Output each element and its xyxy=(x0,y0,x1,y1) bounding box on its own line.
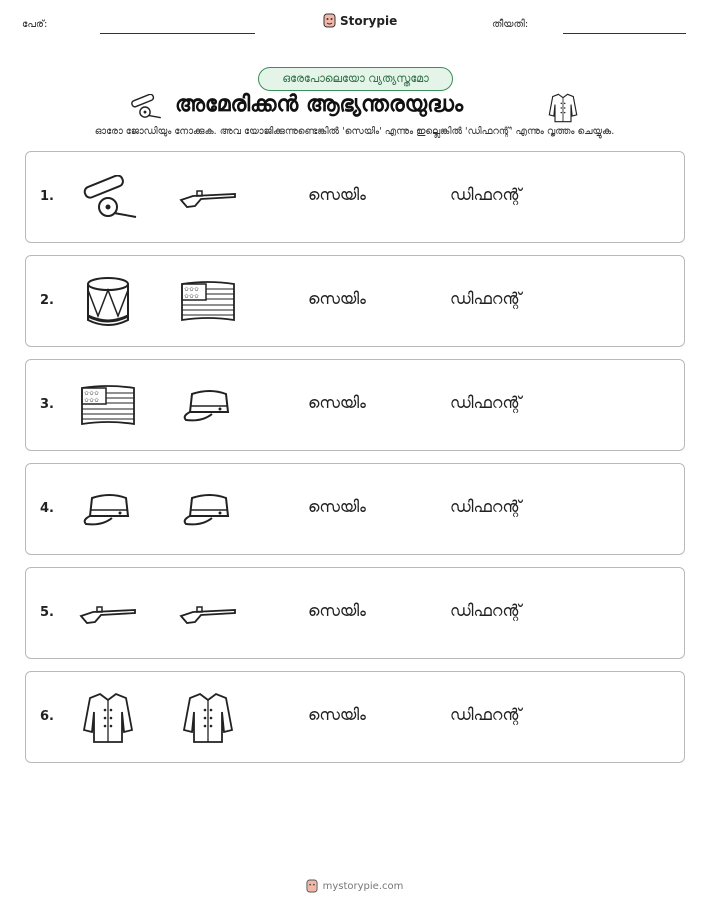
different-option[interactable]: ഡിഫറന്റ് xyxy=(450,393,522,412)
question-number: 2. xyxy=(40,293,54,308)
name-label: പേര്: xyxy=(22,19,48,30)
same-option[interactable]: സെയിം xyxy=(308,289,366,308)
different-option[interactable]: ഡിഫറന്റ് xyxy=(450,289,522,308)
storypie-mascot-icon xyxy=(323,13,336,28)
cannon-icon xyxy=(78,170,138,226)
same-option[interactable]: സെയിം xyxy=(308,705,366,724)
same-option[interactable]: സെയിം xyxy=(308,185,366,204)
different-option[interactable]: ഡിഫറന്റ് xyxy=(450,185,522,204)
question-row xyxy=(25,567,685,659)
question-number: 4. xyxy=(40,501,54,516)
svg-text:✩✩✩: ✩✩✩ xyxy=(184,293,200,300)
same-option[interactable]: സെയിം xyxy=(308,497,366,516)
brand-logo xyxy=(323,13,397,28)
footer-url[interactable]: mystorypie.com xyxy=(322,880,404,892)
musket-icon xyxy=(178,586,238,642)
question-row xyxy=(25,359,685,451)
uniform-coat-icon xyxy=(178,690,238,746)
different-option[interactable]: ഡിഫറന്റ് xyxy=(450,705,522,724)
question-number: 1. xyxy=(40,189,54,204)
page-title: അമേരിക്കൻ ആഭ്യന്തരയുദ്ധം xyxy=(175,92,464,117)
question-number: 3. xyxy=(40,397,54,412)
flag-icon xyxy=(178,274,238,330)
musket-icon xyxy=(78,586,138,642)
same-option[interactable]: സെയിം xyxy=(308,393,366,412)
drum-icon xyxy=(78,274,138,330)
uniform-coat-icon xyxy=(548,92,578,124)
question-row xyxy=(25,463,685,555)
question-row xyxy=(25,671,685,763)
question-row xyxy=(25,255,685,347)
name-field[interactable] xyxy=(100,33,255,34)
kepi-cap-icon xyxy=(178,482,238,538)
question-number: 6. xyxy=(40,709,54,724)
question-number: 5. xyxy=(40,605,54,620)
cannon-icon xyxy=(128,94,162,120)
same-option[interactable]: സെയിം xyxy=(308,601,366,620)
date-label: തീയതി: xyxy=(492,19,529,30)
flag-icon xyxy=(78,378,138,434)
uniform-coat-icon xyxy=(78,690,138,746)
musket-icon xyxy=(178,170,238,226)
storypie-mascot-icon xyxy=(306,879,318,893)
kepi-cap-icon xyxy=(178,378,238,434)
brand-name: Storypie xyxy=(340,13,398,28)
question-row xyxy=(25,151,685,243)
svg-text:✩✩✩: ✩✩✩ xyxy=(184,286,200,293)
date-field[interactable] xyxy=(563,33,686,34)
worksheet-type-badge: ഒരേപോലെയോ വ്യത്യസ്തമോ xyxy=(258,67,453,91)
svg-text:✩✩✩: ✩✩✩ xyxy=(84,397,100,404)
instructions: ഓരോ ജോഡിയും നോക്കുക. അവ യോജിക്കുന്നുണ്ടെങ്കിൽ 'സെയിം' എന്നും ഇല്ലെങ്കിൽ 'ഡിഫറന്റ്' എന്നും വൃത്തം ചെയ്യുക. xyxy=(94,126,615,137)
footer xyxy=(0,879,709,893)
different-option[interactable]: ഡിഫറന്റ് xyxy=(450,601,522,620)
svg-text:✩✩✩: ✩✩✩ xyxy=(84,390,100,397)
kepi-cap-icon xyxy=(78,482,138,538)
different-option[interactable]: ഡിഫറന്റ് xyxy=(450,497,522,516)
